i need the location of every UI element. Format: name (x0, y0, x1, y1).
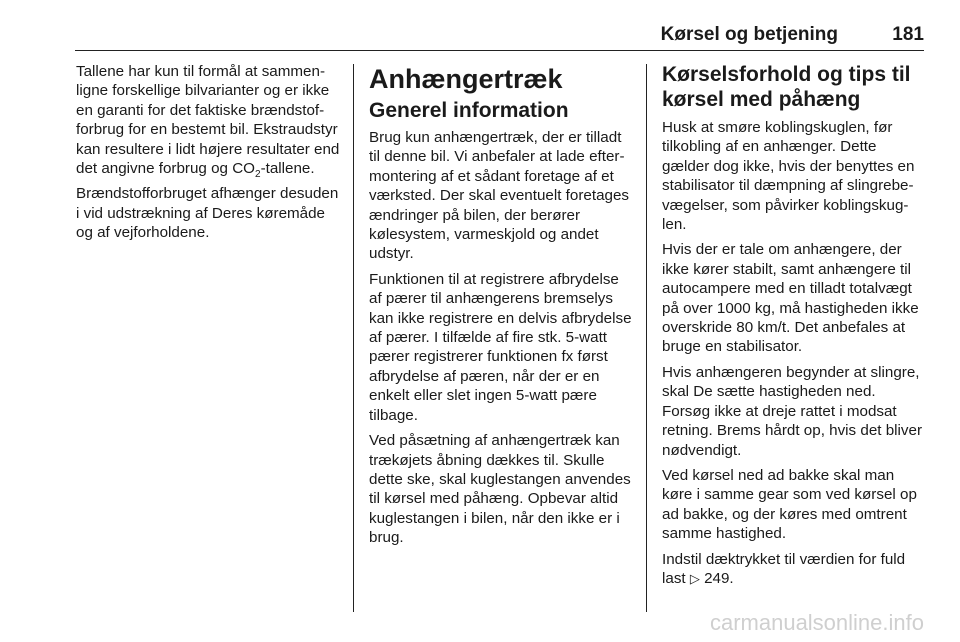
page-header (0, 0, 960, 52)
reference-arrow-icon[interactable]: ▷ (689, 570, 700, 586)
paragraph: Funktionen til at registrere afbrydelse af pærer til anhængerens bremselys kan ikke registrere en delvis afbrydelse af pærer. I tilfælde af fire stk. 5-watt pærer registrerer funktionen fx først afbrydelse af pæren, når der er en enkelt eller slet ingen 5-watt pære tilbage. (369, 270, 632, 424)
column-divider (646, 64, 647, 612)
section-heading: Generel information (369, 99, 569, 122)
header-rule (75, 50, 924, 51)
paragraph: Hvis anhængeren begynder at slingre, skal De sætte hastigheden ned. Forsøg ikke at dreje rattet i modsat retning. Brems hårdt op, hvis det bliver nødvendigt. (662, 363, 922, 459)
paragraph: Hvis der er tale om anhængere, der ikke kører stabilt, samt anhængere til autocampere med en tilladt totalvægt på over 1000 kg, må hastigheden ikke overskride 80 km/t. Det anbefales at bruge en stabilisator. (662, 241, 919, 356)
paragraph: Ved kørsel ned ad bakke skal man køre i samme gear som ved kørsel op ad bakke, og der køres med omtrent samme hastighed. (662, 466, 917, 543)
paragraph: Tallene har kun til formål at sammenligne forskellige bilvarianter og er ikke en garanti for det faktiske brændstofforbrug for en bestemt bil. Ekstraudstyr kan resultere i lidt højere resultater end det angivne forbrug og $CO_2$-tallene. Brændstofforbruget afhænger desuden i vid udstrækning af Deres køremåde og af vejforholdene. (76, 63, 340, 242)
column-3 (662, 62, 926, 594)
paragraph: Indstil dæktrykket til værdien for fuld last ▷ 249. (662, 550, 906, 587)
page-reference-link[interactable]: 249. (699, 569, 734, 587)
paragraph: Husk at smøre koblingskuglen, før tilkobling af en anhænger. Dette gælder dog ikke, hvis der benyttes en stabilisator til dæmpning af slingrebevægelser, som påvirker koblingskuglen. (662, 119, 915, 234)
chapter-title: Anhængertræk (369, 64, 563, 94)
watermark: carmanualsonline.info (709, 610, 924, 635)
section-title: Kørsel og betjening (660, 24, 838, 45)
paragraph: Brug kun anhængertræk, der er tilladt til denne bil. Vi anbefaler at lade eftermontering af et sådant foretage af et værksted. Der skal eventuelt foretages ændringer på bilen, der berører kølesystem, varmeskjold og andet udstyr. (369, 129, 629, 263)
column-divider (353, 64, 354, 612)
column-2 (369, 62, 633, 554)
column-1 (76, 62, 342, 249)
co2-subscript: 2 (255, 169, 261, 181)
section-heading: Kørselsforhold og tips til kørsel med påhæng (662, 63, 911, 111)
page-number: 181 (892, 24, 924, 45)
paragraph: Ved påsætning af anhængertræk kan trækøjets åbning dækkes til. Skulle dette ske, skal kuglestangen anvendes til kørsel med påhæng. Opbevar altid kuglestangen i bilen, når den ikke er i brug. (369, 432, 631, 547)
